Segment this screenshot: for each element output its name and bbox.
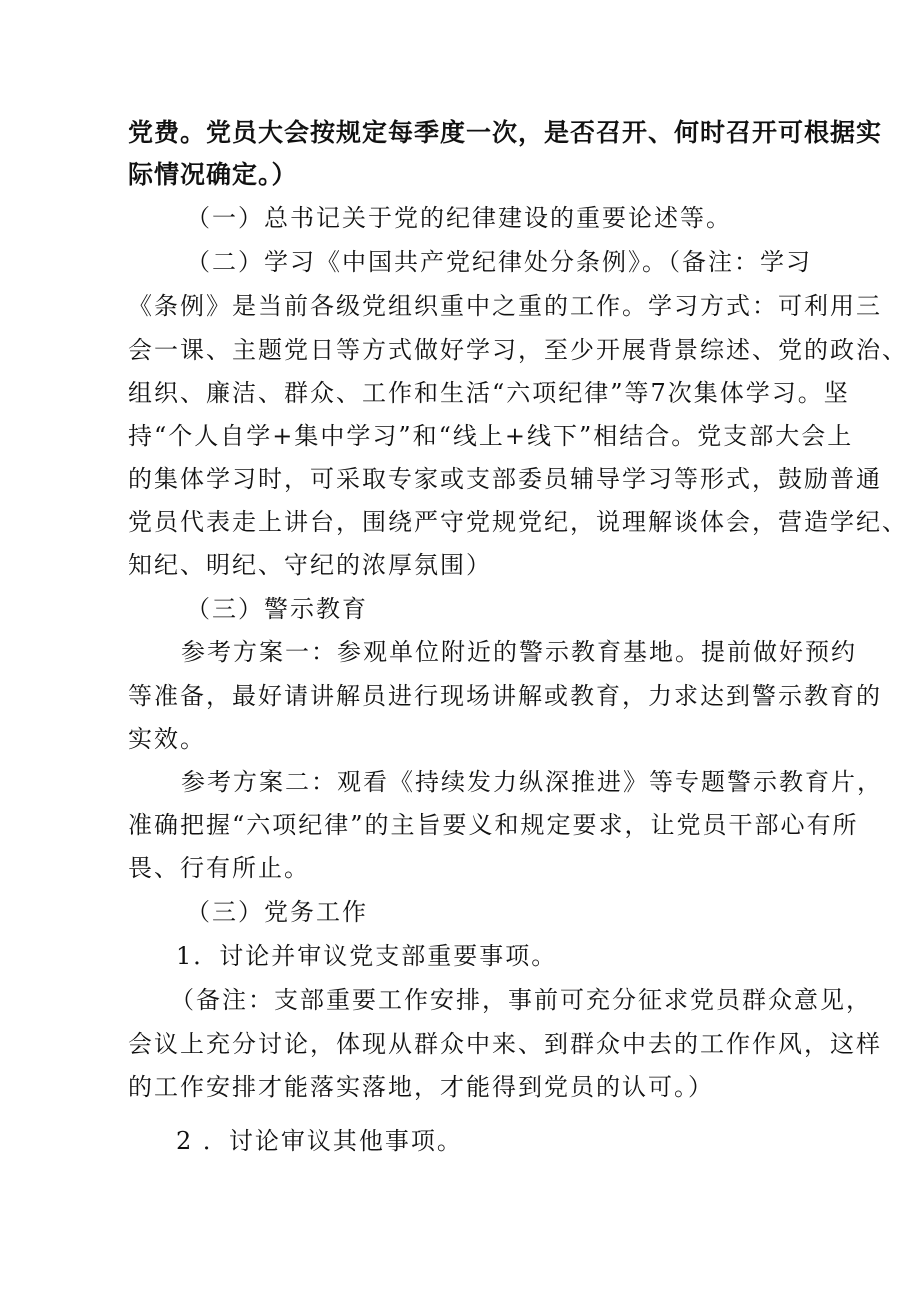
text-line: 参考方案二：观看《持续发力纵深推进》等专题警示教育片， [181, 768, 883, 796]
text-line: 会议上充分讨论，体现从群众中来、到群众中去的工作作风，这样 [128, 1030, 882, 1058]
text-line: 实效。 [128, 725, 206, 753]
text-line: 《条例》是当前各级党组织重中之重的工作。学习方式：可利用三 [128, 292, 882, 320]
text-line: （二）学习《中国共产党纪律处分条例》。（备注：学习 [186, 248, 812, 276]
section-heading: （三）警示教育 [186, 595, 368, 623]
text-line: 际情况确定。） [128, 160, 298, 189]
text-line: 组织、廉洁、群众、工作和生活“六项纪律”等7次集体学习。坚 [128, 379, 850, 407]
text-line: 1．讨论并审议党支部重要事项。 [176, 942, 558, 970]
text-line: （一）总书记关于党的纪律建设的重要论述等。 [186, 204, 732, 232]
text-line: 等准备，最好请讲解员进行现场讲解或教育，力求达到警示教育的 [128, 682, 882, 710]
text-line: 2 ．讨论审议其他事项。 [176, 1127, 463, 1155]
text-line: 参考方案一：参观单位附近的警示教育基地。提前做好预约 [181, 638, 857, 666]
text-line: 党费。党员大会按规定每季度一次，是否召开、何时召开可根据实 [128, 118, 883, 147]
text-line: （备注：支部重要工作安排，事前可充分征求党员群众意见， [170, 986, 872, 1014]
text-line: 会一课、主题党日等方式做好学习，至少开展背景综述、党的政治、 [128, 336, 908, 364]
section-heading: （三）党务工作 [186, 898, 368, 926]
text-line: 持“个人自学+集中学习”和“线上+线下”相结合。党支部大会上 [128, 422, 854, 450]
text-line: 畏、行有所止。 [128, 854, 310, 882]
text-line: 知纪、明纪、守纪的浓厚氛围） [128, 551, 492, 579]
text-line: 的集体学习时，可采取专家或支部委员辅导学习等形式，鼓励普通 [128, 465, 882, 493]
text-line: 的工作安排才能落实落地，才能得到党员的认可。） [128, 1073, 714, 1101]
text-line: 准确把握“六项纪律”的主旨要义和规定要求，让党员干部心有所 [128, 811, 859, 839]
text-line: 党员代表走上讲台，围绕严守党规党纪，说理解谈体会，营造学纪、 [128, 508, 908, 536]
